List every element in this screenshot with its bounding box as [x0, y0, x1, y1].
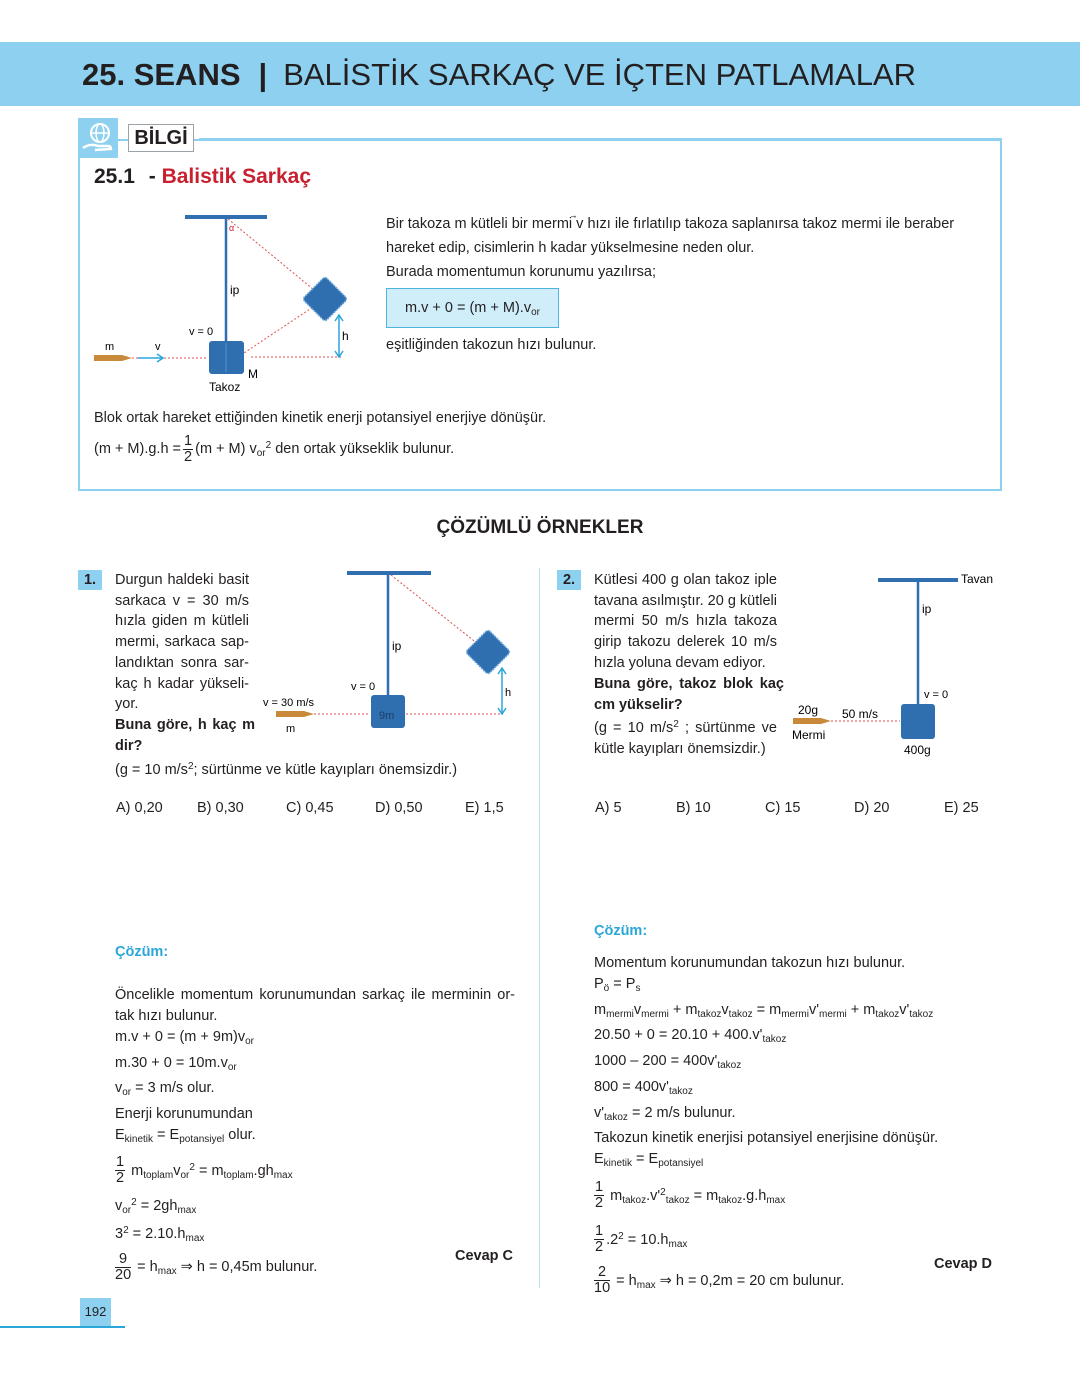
q2-option-d[interactable]: D) 20: [854, 800, 890, 816]
q2-option-c[interactable]: C) 15: [765, 800, 801, 816]
q2-step-5: $800 = 400v'_{takoz}$: [594, 1078, 693, 1097]
q2-mermi-label: Mermi: [792, 728, 826, 742]
info-para-1b: hızı ile fırlatılıp takoza saplanırsa takoz mermi ile beraber: [587, 216, 955, 232]
diagram-m-label: m: [105, 341, 115, 353]
svg-text:α: α: [229, 223, 235, 233]
q2-step-6: $v'_{takoz} = 2$ m/s bulunur.: [594, 1104, 736, 1123]
q2-pendulum-diagram: [788, 568, 998, 763]
q2-step-1: $P_ö = P_s$: [594, 976, 641, 994]
energy-den: 2: [184, 448, 193, 465]
diagram-h-label: h: [342, 329, 349, 343]
q2-ip-label: ip: [922, 602, 932, 616]
q1-step-8: $3^2 = 2.10.h_{max}$: [115, 1225, 205, 1245]
q2-mass-label: 20g: [798, 703, 819, 717]
q2-step-8: $E_{kinetik} = E_{potansiyel}$: [594, 1150, 704, 1169]
momentum-formula-sub: or: [531, 307, 540, 318]
diagram-v-label: v: [155, 341, 161, 353]
info-para-1a: Bir takoza m kütleli bir mermi: [386, 216, 573, 232]
q2-option-e[interactable]: E) 25: [944, 800, 979, 816]
q1-m-label: m: [286, 723, 296, 735]
q1-v0-label: v = 0: [351, 681, 376, 693]
q2-question: Buna göre, takoz blok kaç cm yükselir?: [594, 676, 784, 713]
q1-option-d[interactable]: D) 0,50: [375, 800, 423, 816]
title-separator: |: [258, 57, 268, 92]
q1-note-a: (g = 10 m/s: [115, 762, 188, 778]
solved-examples-title: ÇÖZÜMLÜ ÖRNEKLER: [436, 517, 644, 538]
q2-speed-label: 50 m/s: [842, 707, 879, 721]
q1-step-4: Enerji korunumundan: [115, 1106, 253, 1123]
q2-step-3: $20.50 + 0 = 20.10 + 400.v'_{takoz}$: [594, 1027, 787, 1046]
info-divider: [199, 138, 1002, 140]
page-footer-line: [0, 1326, 125, 1328]
q2-answer: Cevap D: [934, 1256, 993, 1272]
q1-block-label: 9m: [379, 710, 395, 722]
q1-option-c[interactable]: C) 0,45: [286, 800, 334, 816]
q2-note: [594, 715, 777, 759]
q1-note: [115, 755, 457, 782]
q2-step-10: $\frac{1}{2}$ $.2^2 = 10.h_{max}$: [595, 1223, 688, 1256]
q1-step-6: $\frac{1}{2}$ $m_{toplam}v_{or}^2 = m_{toplam}.gh_{max}$: [116, 1154, 293, 1187]
energy-num: 1: [184, 432, 193, 449]
q1-text: Durgun haldeki basit sarkaca v = 30 m/s hızla giden m kütleli mermi, sarkaca sap- landıktan sonra sar- kaç h kadar yükseli- yor.: [115, 572, 249, 713]
q1-step-2: $m.30 + 0 = 10m.v_{or}$: [115, 1054, 237, 1073]
info-para-1: [386, 212, 954, 236]
q1-note-b: ; sürtünme ve kütle kayıpları önemsizdir.): [193, 762, 458, 778]
energy-fraction: [183, 434, 193, 465]
q2-text: Kütlesi 400 g olan takoz iple tavana asılmıştır. 20 g kütleli mermi 50 m/s hızla takoza girip takozu delerek 10 m/s hızla yoluna devam ediyor.: [594, 572, 777, 671]
q1-answer: Cevap C: [455, 1248, 514, 1264]
q1-step-3: $v_{or} = 3$ m/s olur.: [115, 1080, 215, 1099]
ballistic-pendulum-diagram: [88, 205, 378, 405]
diagram-v0-label: v = 0: [189, 326, 214, 338]
q2-number: 2.: [557, 570, 581, 590]
q2-note-b: ; sürtünme ve kütle kayıpları önemsizdir.): [594, 720, 777, 757]
q2-step-2: $m_{mermi}v_{mermi} + m_{takoz}v_{takoz} = m_{mermi}v'_{mermi} + m_{takoz}v'_{takoz}$: [594, 1001, 934, 1020]
momentum-formula-text: m.v + 0 = (m + M).v: [405, 300, 532, 316]
info-para-3: Burada momentumun korunumu yazılırsa;: [386, 264, 656, 280]
q1-option-a[interactable]: A) 0,20: [116, 800, 163, 816]
q2-step-7: Takozun kinetik enerjisi potansiyel enerjisine dönüşür.: [594, 1130, 939, 1147]
q1-solution-intro: Öncelikle momentum korunumundan sarkaç ile merminin or- tak hızı bulunur.: [115, 987, 515, 1024]
q2-note-sup: 2: [673, 719, 679, 730]
q2-solution-steps: [594, 974, 1014, 1304]
velocity-symbol: v: [576, 216, 584, 232]
q2-v0-label: v = 0: [924, 689, 949, 701]
q1-option-e[interactable]: E) 1,5: [465, 800, 504, 816]
info-para-2: hareket edip, cisimlerin h kadar yükselmesine neden olur.: [386, 240, 755, 256]
q1-note-sup: 2: [187, 761, 194, 772]
section-title: Balistik Sarkaç: [161, 165, 311, 188]
momentum-formula: [386, 288, 559, 328]
diagram-ip-label: ip: [230, 283, 240, 297]
q2-block-label: 400g: [904, 743, 931, 757]
q2-tavan-label: Tavan: [961, 572, 994, 586]
q1-v30-label: v = 30 m/s: [263, 697, 315, 709]
session-title: BALİSTİK SARKAÇ VE İÇTEN PATLAMALAR: [283, 57, 917, 92]
q1-h-label: h: [505, 687, 512, 699]
q1-option-b[interactable]: B) 0,30: [197, 800, 244, 816]
info-para-4: eşitliğinden takozun hızı bulunur.: [386, 337, 597, 353]
session-number: 25. SEANS: [82, 57, 241, 92]
q1-question: Buna göre, h kaç m dir?: [115, 717, 255, 754]
page-number: 192: [80, 1298, 111, 1326]
energy-mid: (m + M) v: [195, 441, 257, 457]
q2-option-a[interactable]: A) 5: [595, 800, 622, 816]
q2-solution-intro: Momentum korunumundan takozun hızı bulunur.: [594, 955, 906, 971]
energy-formula: [94, 428, 454, 472]
q2-note-a: (g = 10 m/s: [594, 720, 674, 736]
info-para-5: Blok ortak hareket ettiğinden kinetik enerji potansiyel enerjiye dönüşür.: [94, 410, 547, 426]
q1-step-1: $m.v + 0 = (m + 9m)v_{or}$: [115, 1029, 255, 1047]
energy-left: (m + M).g.h =: [94, 441, 182, 457]
q2-solution-title: Çözüm:: [594, 923, 648, 939]
globe-hand-icon: [78, 118, 118, 158]
q1-ip-label: ip: [392, 639, 402, 653]
energy-sup: 2: [265, 440, 272, 451]
q1-step-7: $v_{or}^2 = 2gh_{max}$: [115, 1196, 197, 1216]
section-number: 25.1: [94, 165, 135, 188]
velocity-vector: [576, 216, 583, 232]
section-dash: -: [148, 165, 156, 188]
energy-right: den ortak yükseklik bulunur.: [275, 441, 455, 457]
q1-pendulum-diagram: [258, 565, 528, 740]
q2-step-9: $\frac{1}{2}$ $m_{takoz}.v'^2_{takoz} = m_{takoz}.g.h_{max}$: [595, 1179, 786, 1212]
q1-number: 1.: [78, 570, 102, 590]
diagram-takoz-label: Takoz: [209, 380, 241, 394]
q1-step-9: $\frac{9}{20}$ = $h_{max}$ ⇒ h = 0,45m bulunur.: [115, 1250, 318, 1283]
q2-step-11: $\frac{2}{10}$ = $h_{max}$ ⇒ h = 0,2m = 20 cm bulunur.: [594, 1264, 845, 1297]
q1-step-5: $E_{kinetik} = E_{potansiyel}$ olur.: [115, 1126, 256, 1145]
q2-step-4: $1000 - 200 = 400v'_{takoz}$: [594, 1053, 742, 1072]
section-heading: [94, 165, 311, 189]
q2-option-b[interactable]: B) 10: [676, 800, 711, 816]
energy-sub: or: [256, 448, 266, 459]
diagram-M-label: M: [248, 367, 258, 381]
column-divider: [539, 568, 540, 1288]
page-title: [82, 55, 916, 95]
q1-solution-title: Çözüm:: [115, 944, 169, 960]
info-label: BİLGİ: [128, 124, 194, 152]
